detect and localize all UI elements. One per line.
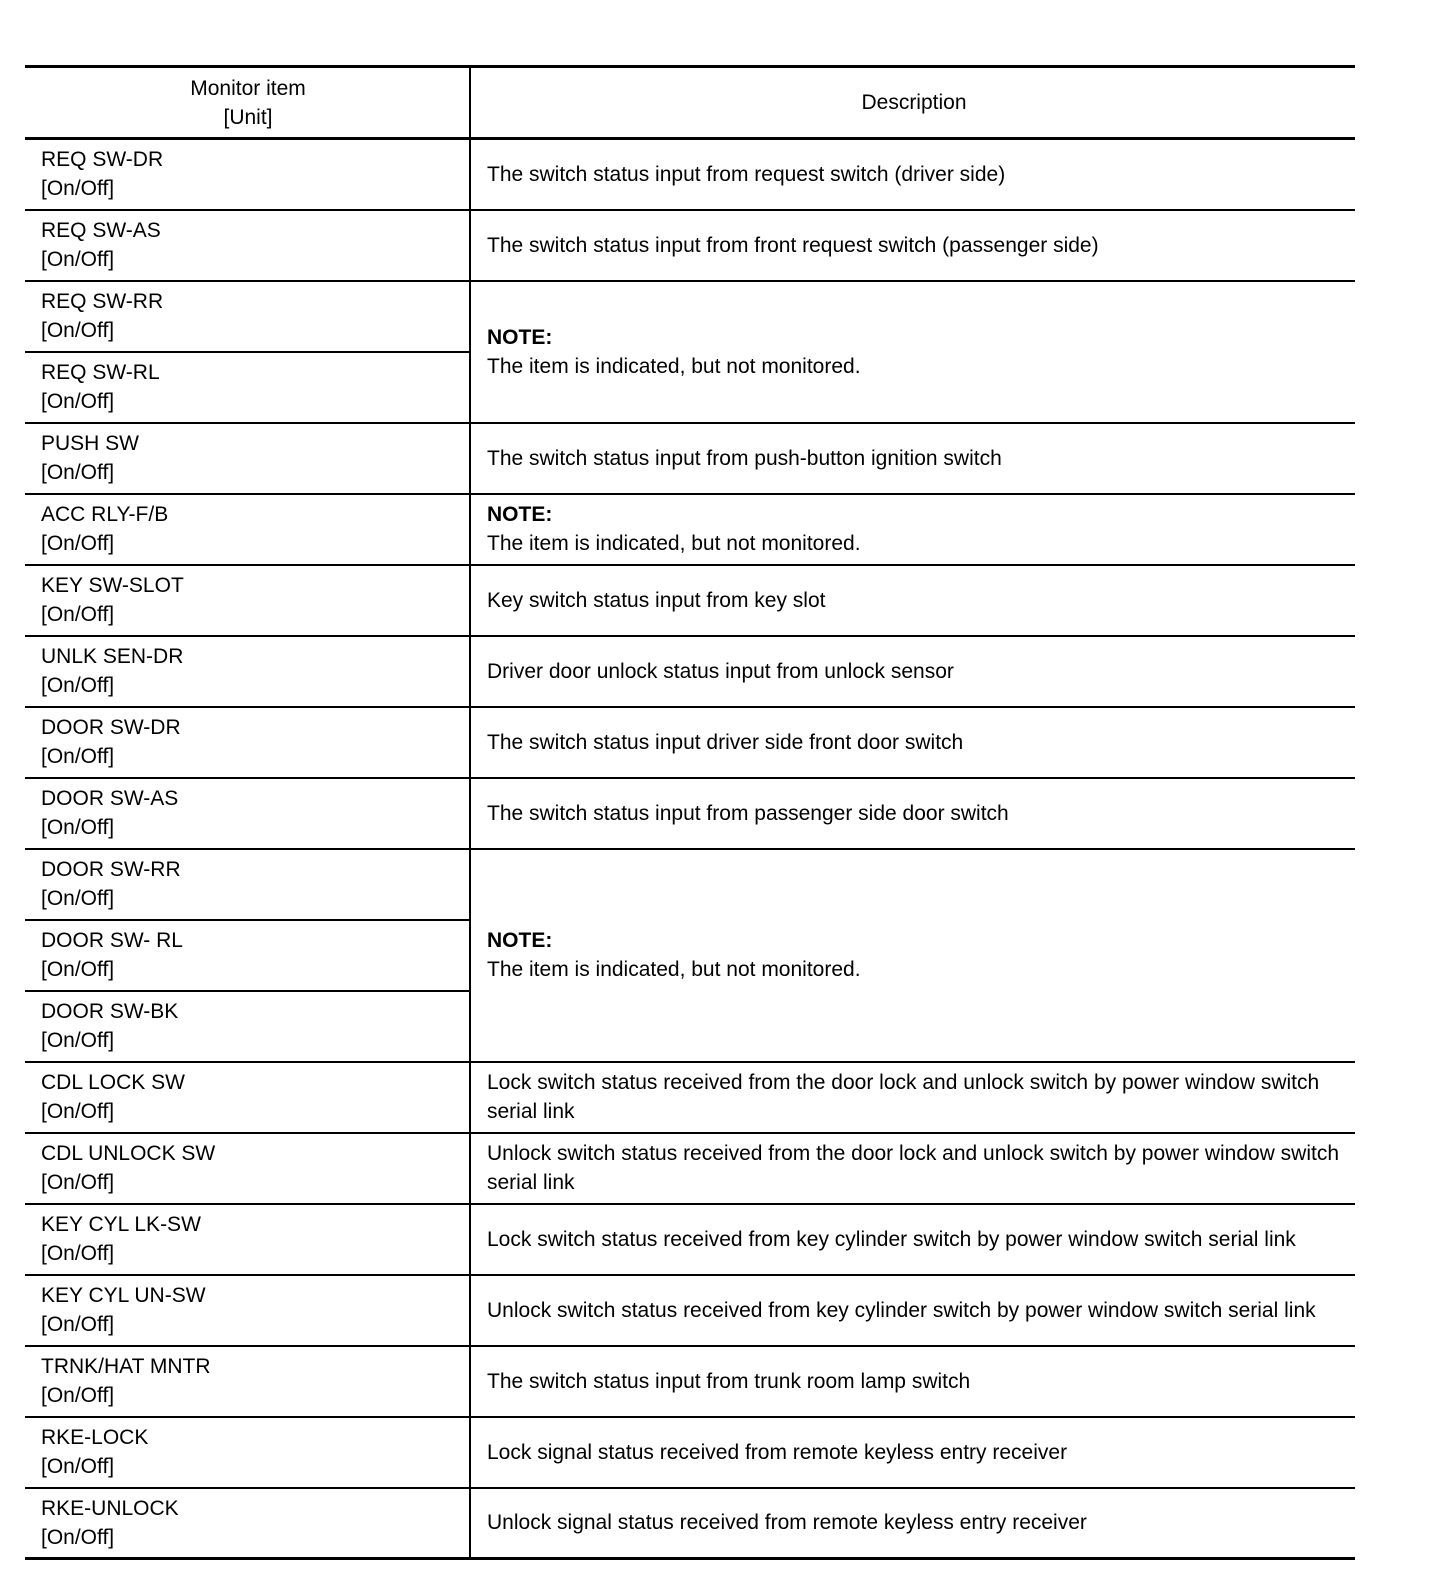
monitor-item-cell <box>25 778 470 849</box>
table-row <box>25 1488 1355 1559</box>
description-cell: Unlock switch status received from the door lock and unlock switch by power window switch serial link <box>470 1133 1355 1204</box>
monitor-item-cell <box>25 1204 470 1275</box>
monitor-item-name: REQ SW-RL <box>41 361 160 384</box>
monitor-item-name: RKE-LOCK <box>41 1426 149 1449</box>
description-cell: The switch status input from passenger side door switch <box>470 778 1355 849</box>
monitor-item-name: DOOR SW-DR <box>41 716 181 739</box>
table-row <box>25 1062 1355 1133</box>
monitor-item-cell <box>25 565 470 636</box>
table-row <box>25 1346 1355 1417</box>
monitor-item-unit: [On/Off] <box>41 248 115 271</box>
table-row <box>25 210 1355 281</box>
description-note-cell <box>470 849 1355 1062</box>
monitor-item-cell <box>25 210 470 281</box>
table-row <box>25 281 1355 352</box>
monitor-item-cell <box>25 849 470 920</box>
monitor-item-name: CDL UNLOCK SW <box>41 1142 216 1165</box>
monitor-item-name: KEY CYL UN-SW <box>41 1284 206 1307</box>
monitor-item-unit: [On/Off] <box>41 177 115 201</box>
table-row <box>25 707 1355 778</box>
description-cell: The switch status input driver side front door switch <box>470 707 1355 778</box>
header-description: Description <box>470 67 1355 139</box>
header-monitor-item <box>25 67 470 139</box>
monitor-item-cell <box>25 281 470 352</box>
note-text: The item is indicated, but not monitored. <box>487 958 861 981</box>
monitor-item-cell <box>25 991 470 1062</box>
description-cell: The switch status input from request switch (driver side) <box>470 139 1355 210</box>
monitor-item-unit: [On/Off] <box>41 887 115 910</box>
table-row <box>25 636 1355 707</box>
monitor-item-unit: [On/Off] <box>41 1313 115 1336</box>
monitor-item-name: PUSH SW <box>41 432 140 455</box>
monitor-item-unit: [On/Off] <box>41 1455 115 1478</box>
monitor-item-cell <box>25 1133 470 1204</box>
description-cell: Lock signal status received from remote keyless entry receiver <box>470 1417 1355 1488</box>
monitor-item-cell <box>25 139 470 210</box>
monitor-item-unit: [On/Off] <box>41 390 115 413</box>
monitor-item-cell <box>25 1417 470 1488</box>
monitor-item-name: DOOR SW-RR <box>41 858 181 881</box>
table-row <box>25 565 1355 636</box>
monitor-item-cell <box>25 1488 470 1559</box>
description-cell: Key switch status input from key slot <box>470 565 1355 636</box>
monitor-item-name: KEY SW-SLOT <box>41 574 184 597</box>
monitor-item-name: RKE-UNLOCK <box>41 1496 179 1520</box>
monitor-item-name: KEY CYL LK-SW <box>41 1213 201 1236</box>
monitor-item-unit: [On/Off] <box>41 1171 115 1194</box>
table-row <box>25 778 1355 849</box>
note-title: NOTE: <box>487 503 553 526</box>
monitor-item-cell <box>25 920 470 991</box>
table-header-row <box>25 67 1355 139</box>
header-unit-label: [Unit] <box>223 105 273 129</box>
monitor-item-unit: [On/Off] <box>41 1029 115 1052</box>
table-row <box>25 139 1355 210</box>
note-text: The item is indicated, but not monitored. <box>487 532 861 555</box>
table-row <box>25 1417 1355 1488</box>
monitor-item-cell <box>25 494 470 565</box>
monitor-item-name: REQ SW-AS <box>41 219 161 242</box>
monitor-item-cell <box>25 1275 470 1346</box>
description-cell: The switch status input from trunk room lamp switch <box>470 1346 1355 1417</box>
description-cell: Lock switch status received from the door lock and unlock switch by power window switch serial link <box>470 1062 1355 1133</box>
monitor-item-unit: [On/Off] <box>41 1384 115 1407</box>
monitor-item-unit: [On/Off] <box>41 674 115 697</box>
monitor-item-cell <box>25 1346 470 1417</box>
monitor-item-name: CDL LOCK SW <box>41 1071 185 1094</box>
monitor-item-cell <box>25 707 470 778</box>
monitor-item-cell <box>25 1062 470 1133</box>
monitor-item-unit: [On/Off] <box>41 532 115 555</box>
monitor-item-unit: [On/Off] <box>41 1525 115 1549</box>
table-row <box>25 423 1355 494</box>
monitor-item-cell <box>25 352 470 423</box>
monitor-item-unit: [On/Off] <box>41 1242 115 1265</box>
monitor-item-name: DOOR SW-BK <box>41 1000 179 1023</box>
note-title: NOTE: <box>487 325 553 349</box>
monitor-item-table <box>25 65 1355 1560</box>
monitor-item-name: DOOR SW- RL <box>41 929 183 952</box>
monitor-item-cell <box>25 636 470 707</box>
monitor-item-unit: [On/Off] <box>41 745 115 768</box>
note-title: NOTE: <box>487 929 553 952</box>
table-row <box>25 1275 1355 1346</box>
description-cell: Unlock switch status received from key cylinder switch by power window switch serial link <box>470 1275 1355 1346</box>
description-note-cell <box>470 494 1355 565</box>
table-row <box>25 1133 1355 1204</box>
note-text: The item is indicated, but not monitored. <box>487 354 861 378</box>
monitor-item-unit: [On/Off] <box>41 603 115 626</box>
description-cell: Unlock signal status received from remote keyless entry receiver <box>470 1488 1355 1559</box>
table-row <box>25 1204 1355 1275</box>
monitor-item-unit: [On/Off] <box>41 461 115 484</box>
description-cell: Driver door unlock status input from unlock sensor <box>470 636 1355 707</box>
table-row <box>25 849 1355 920</box>
monitor-item-cell <box>25 423 470 494</box>
monitor-item-name: ACC RLY-F/B <box>41 503 169 526</box>
header-monitor-item-label: Monitor item <box>190 76 306 100</box>
monitor-item-name: TRNK/HAT MNTR <box>41 1355 211 1378</box>
monitor-item-unit: [On/Off] <box>41 319 115 342</box>
description-cell: The switch status input from front request switch (passenger side) <box>470 210 1355 281</box>
monitor-item-name: DOOR SW-AS <box>41 787 179 810</box>
monitor-item-name: REQ SW-RR <box>41 290 164 313</box>
description-cell: Lock switch status received from key cylinder switch by power window switch serial link <box>470 1204 1355 1275</box>
monitor-item-name: REQ SW-DR <box>41 148 164 172</box>
table-row <box>25 494 1355 565</box>
monitor-item-unit: [On/Off] <box>41 958 115 981</box>
monitor-item-unit: [On/Off] <box>41 1100 115 1123</box>
description-note-cell <box>470 281 1355 423</box>
monitor-item-unit: [On/Off] <box>41 816 115 839</box>
description-cell: The switch status input from push-button ignition switch <box>470 423 1355 494</box>
monitor-item-name: UNLK SEN-DR <box>41 645 184 668</box>
